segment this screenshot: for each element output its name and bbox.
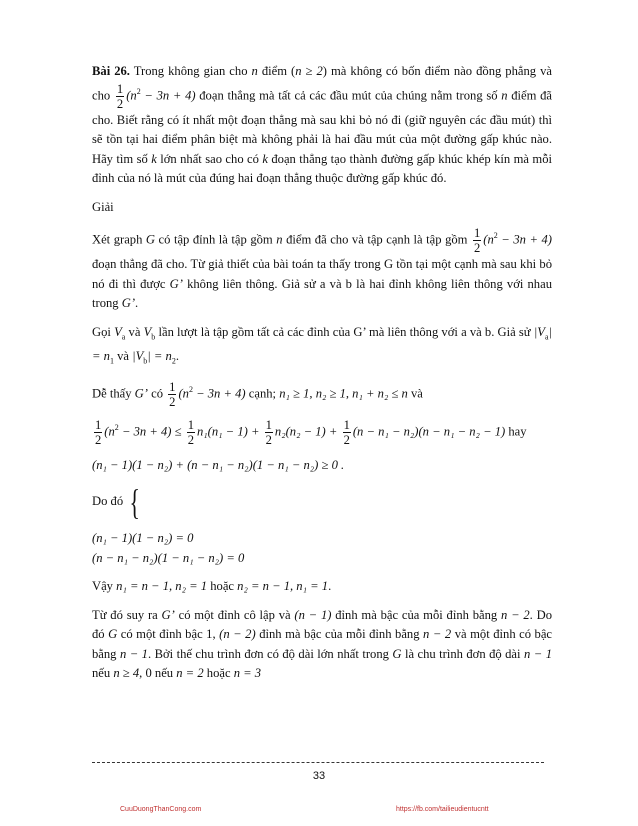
footer-site-link[interactable]: CuuDuongThanCong.com — [120, 806, 202, 813]
fraction-half: $\frac{1}{2}$ — [116, 81, 124, 111]
fraction-half: $\frac{1}{2}$ — [169, 379, 176, 409]
footer-divider — [92, 762, 544, 763]
paragraph-graph: Xét graph G có tập đỉnh là tập gồm n điểm đã cho và tập cạnh là tập gồm $\frac{1}{2}$ $(n^2 - 3n + 4)$ đoạn thẳng đã cho. Từ giả thiết của bài toán ta thấy trong G tồn tại một cạnh mà sau khi bỏ nó đi thì được G’ không liên thông. Giả sử a và b là hai đỉnh không liên thông với nhau trong G’. — [92, 226, 552, 310]
paragraph-sets: Gọi $V_a$ và $V_b$ lần lượt là tập gồm tất cả các đỉnh của G’ mà liên thông với a và b. Giả sử $|V_a| = n_1$ và $|V_b| = n_2$. — [92, 324, 552, 366]
solution-heading: Giải — [92, 199, 114, 214]
inequality-2: (n₁ − 1)(1 − n₂) + (n − n₁ − n₂)(1 − n₁ − n₂) ≥ 0 . — [92, 457, 345, 472]
paragraph-edges: Dễ thấy G’ có $\frac{1}{2}$ $(n^2 - 3n + 4)$ cạnh; n₁ ≥ 1, n₂ ≥ 1, n₁ + n₂ ≤ n và — [92, 379, 423, 409]
page-content: Bài 26. Trong không gian cho n điểm (n ≥ 2) mà không có bốn điểm nào đồng phẳng và cho $\frac{1}{2}$ $(n^2 - 3n + 4)$ đoạn thẳng mà tất cả các đầu mút của chúng nằm trong số n điểm đã cho. Biết rằng có ít nhất một đoạn thẳng mà sau khi bỏ nó đi (giữ nguyên các đầu mút) thì sẽ tồn tại hai điểm phân biệt mà không phải là hai đầu mút của một đường gấp khúc nào. Hãy tìm số k lớn nhất sao cho có k đoạn thẳng tạo thành đường gấp khúc khép kín mà mỗi đỉnh của nó là mút của đúng hai đoạn thẳng thuộc đường gấp khúc đó. Giải Xét graph G có tập đỉnh là tập gồm n điểm đã cho và tập cạnh là tập gồm $\frac{1}{2}$ $(n^2 - 3n + 4)$ đoạn thẳng đã cho. Từ giả thiết của bài toán ta thấy trong G tồn tại một cạnh mà sau khi bỏ nó đi thì được G’ không liên thông. Giả sử a và b là hai đỉnh không liên thông với nhau trong G’. Gọi $V_a$ và $V_b$ lần lượt là tập gồm tất cả các đỉnh của G’ mà liên thông với a và b. Giả sử $|V_a| = n_1$ và $|V_b| = n_2$. Dễ thấy G’ có $\frac{1}{2}$ $(n^2 - 3n + 4)$ cạnh; n₁ ≥ 1, n₂ ≥ 1, n₁ + n₂ ≤ n và $\frac{1}{2}$ $(n^2 - 3n + 4)$ ≤ $\frac{1}{2}$ n₁(n₁ − 1) + $\frac{1}{2}$ n₂(n₂ − 1) + $\frac{1}{2}$ (n − n₁ − n₂)(n − n₁ − n₂ − 1) hay (n₁ − 1)(1 − n₂) + (n − n₁ − n₂)(1 − n₁ − n₂) ≥ 0 . Do đó { (n₁ − 1)(1 − n₂) = 0 (n − n₁ − n₂)(1 − n₁ − n₂) = 0 Vậy n₁ = n − 1, n₂ = 1 hoặc n₂ = n − 1, n₁ = 1. Từ đó suy ra G’ có một đỉnh cô lập và (n − 1) đỉnh mà bậc của mỗi đỉnh bằng n − 2. Do đó G có một đỉnh bậc 1, (n − 2) đỉnh mà bậc của mỗi đỉnh bằng n − 2 và một đỉnh có bậc bằng n − 1. Bởi thế chu trình đơn có độ dài lớn nhất trong G là chu trình đơn độ dài n − 1 nếu n ≥ 4, 0 nếu n = 2 hoặc n = 3 — [92, 62, 552, 693]
problem-statement: Bài 26. Trong không gian cho n điểm (n ≥ 2) mà không có bốn điểm nào đồng phẳng và cho $\frac{1}{2}$ $(n^2 - 3n + 4)$ đoạn thẳng mà tất cả các đầu mút của chúng nằm trong số n điểm đã cho. Biết rằng có ít nhất một đoạn thẳng mà sau khi bỏ nó đi (giữ nguyên các đầu mút) thì sẽ tồn tại hai điểm phân biệt mà không phải là hai đầu mút của một đường gấp khúc nào. Hãy tìm số k lớn nhất sao cho có k đoạn thẳng tạo thành đường gấp khúc khép kín mà mỗi đỉnh của nó là mút của đúng hai đoạn thẳng thuộc đường gấp khúc đó. — [92, 64, 552, 185]
paragraph-final: Từ đó suy ra G’ có một đỉnh cô lập và (n − 1) đỉnh mà bậc của mỗi đỉnh bằng n − 2. Do đó G có một đỉnh bậc 1, (n − 2) đỉnh mà bậc của mỗi đỉnh bằng n − 2 và một đỉnh có bậc bằng n − 1. Bởi thế chu trình đơn có độ dài lớn nhất trong G là chu trình đơn độ dài n − 1 nếu n ≥ 4, 0 nếu n = 2 hoặc n = 3 — [92, 607, 553, 681]
inequality-1: $\frac{1}{2}$ $(n^2 - 3n + 4)$ ≤ $\frac{1}{2}$ n₁(n₁ − 1) + $\frac{1}{2}$ n₂(n₂ − 1) + $\frac{1}{2}$ (n − n₁ − n₂)(n − n₁ − n₂ − 1) hay — [95, 417, 527, 447]
page-number: 33 — [312, 770, 326, 782]
equation-system: Do đó { — [92, 482, 141, 523]
brace-icon: { — [129, 482, 141, 523]
paragraph-conclusion: Vậy n₁ = n − 1, n₂ = 1 hoặc n₂ = n − 1, n₁ = 1. — [92, 579, 332, 594]
fraction-half: $\frac{1}{2}$ — [473, 226, 481, 255]
problem-label: Bài 26. — [92, 64, 130, 78]
footer-fb-link[interactable]: https://fb.com/tailieudientucntt — [396, 806, 489, 813]
